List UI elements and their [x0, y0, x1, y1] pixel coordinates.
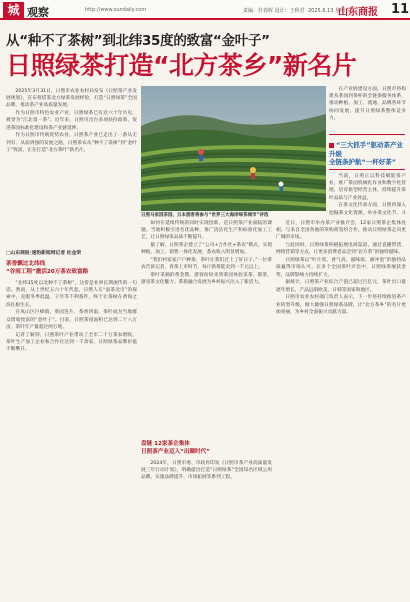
- paragraph: 据统计，日照茶产业综合产值已超过百亿元，茶叶出口量逐年增长，产品远销欧美、日韩等国家和地区。: [276, 280, 406, 293]
- masthead-url[interactable]: http://www.sundaily.com: [85, 7, 147, 13]
- section-logo: 城: [3, 2, 24, 18]
- paragraph: 作为日照市特色农业产业，日照绿茶已有近六十年历史，被誉为“江北第一茶”。近年来，日照市出台多项扶持政策，促进茶园标准化建设和茶产业链延伸。: [6, 111, 137, 131]
- page-number: 11: [391, 2, 410, 17]
- paragraph: 作为日照市传统优势农业，日照茶产业已走出了一条从无到有、从弱到强的发展之路，日照茶农从“种不了茶树”到“金叶子”致富，正在打造“北方茶叶”新名片。: [6, 133, 137, 153]
- square-bullet-icon: [329, 143, 334, 148]
- subhead-2-line-2: 日照茶产业迈入“出圈时代”: [141, 448, 210, 455]
- pull-quote-line-1: “三大抓手”驱动茶产业升级: [329, 141, 404, 158]
- paragraph: 日照绿茶以“叶片厚、香气高、滋味浓、耐冲泡”的独特品质赢得市场认可。在多个全国茶叶评比中，日照绿茶屡获金奖，品牌影响力持续扩大。: [276, 258, 406, 278]
- section-title: 观察: [27, 6, 49, 19]
- paragraph: 如何在延续传统的同时实现创新，是日照茶产业面临的课题。当地积极引进名优品种，推广清洁化生产和标准化加工工艺，让日照绿茶品质不断提升。: [141, 221, 272, 241]
- article-column-2b: [141, 460, 272, 598]
- paragraph: 在岚山区巨峰镇，茶园连片、茶香四溢，茶叶成为当地群众增收致富的“金叶子”。目前，日照茶园面积已达到二十八万亩，茶叶年产量超过两万吨。: [6, 310, 137, 330]
- tea-garden-photo-illustration: [141, 86, 326, 211]
- subhead-1-line-2: “谷雨工程”激活20万茶农致富路: [6, 268, 89, 275]
- paragraph: 日照市农业农村部门负责人表示，下一步将持续推进茶产业转型升级，做大做强日照绿茶品牌，让“北方茶乡”的名片更加亮丽，为乡村全面振兴贡献力量。: [276, 295, 406, 315]
- article-column-4b: [329, 173, 406, 217]
- article-headline: 日照绿茶打造“北方茶乡”新名片: [6, 51, 357, 80]
- article-column-3: [276, 220, 406, 598]
- paragraph: 2024年，日照市委、市政府印发《日照市茶产业高质量发展三年行动计划》，明确提出打造“日照绿茶”全国知名区域公用品牌，实施品牌提升、市场拓展等系列工程。: [141, 461, 272, 481]
- newspaper-name: 山东商报: [338, 7, 378, 18]
- pull-quote: [329, 134, 405, 170]
- subhead-2: [141, 441, 276, 456]
- article-column-1b: [6, 280, 137, 598]
- subhead-2-line-1: 盘链 12家茶企集体: [141, 441, 190, 447]
- paragraph: 近日，日照市举办茶产业推介会，12家日照茶企集体亮相，与来自全国各地的采购商签约合作，推动日照绿茶走向更广阔的市场。: [276, 221, 406, 241]
- masthead: [0, 0, 410, 20]
- paragraph: 记者了解到，日照茶叶产业带动了全市二十万茶农增收，茶叶生产加工企业和合作社达到一千余家，日照绿茶品牌价值不断攀升。: [6, 332, 137, 353]
- issue-date: 2025.6.13 星期五: [308, 8, 351, 14]
- tea-garden-photo: [141, 86, 326, 211]
- paragraph: 据了解，日照茶企建立了“公司+合作社+茶农”模式，实现种植、加工、销售一体化发展，茶农收入明显增加。: [141, 243, 272, 256]
- paragraph: 与此同时，日照绿茶积极拓展电商渠道，通过直播带货、网络营销等方式，让更多消费者品尝到“北方茶”的独特滋味。: [276, 243, 406, 256]
- byline: □山东商报·速豹新闻网记者 杜金荣: [6, 251, 82, 256]
- editor-credits: 责编：杜春晖 设计：王秋君: [243, 8, 305, 14]
- article-column-2: [141, 220, 272, 438]
- article-column-1: [6, 88, 137, 246]
- paragraph: 茶叶采摘的黄金期，游客纷纷来到茶园体验采茶、制茶，感受茶文化魅力。茶旅融合发展为乡村振兴注入了新活力。: [141, 273, 272, 286]
- photo-caption: 日照马家园茶园，日本游客将参与“世界三大海岸绿茶城市”评选: [141, 213, 269, 218]
- paragraph: 2025年3月31日，日照市农业农村局发布《日照茶产业发展规划》，宣布将借鉴北方绿茶发展经验，打造“日照绿茶”全国品牌，推动茶产业高质量发展。: [6, 89, 137, 109]
- pull-quote-line-2: 全链条护航“一杯好茶”: [329, 158, 397, 166]
- article-column-4: [329, 86, 406, 132]
- paragraph: 在茶文化传承方面，日照将深入挖掘茶文化资源，举办茶文化节、斗: [329, 203, 406, 216]
- paragraph: “我们村家家户户种茶，茶叶让我们过上了好日子。”一位茶农告诉记者，春茶上市时节，每斤新茶能卖到一千元以上。: [141, 258, 272, 271]
- paragraph: 在产业链建设方面，日照市将构建从茶园到茶杯的全链条服务体系，推动种植、加工、流通、品牌各环节协同发展，提升日照绿茶整体竞争力。: [329, 87, 406, 121]
- subhead-1-line-1: 茶香飘过北纬线: [6, 261, 46, 267]
- paragraph: “北纬35度以北种不了茶树”，这曾是业界长期流传的一句话。然而，从上世纪五六十年代起，日照人在“南茶北引”的探索中，克服冬季低温、干旱等不利条件，终于让茶树在黄海之滨扎根生长。: [6, 281, 137, 308]
- article-kicker: 从“种不了茶树”到北纬35度的致富“金叶子”: [6, 33, 270, 49]
- subhead-1: [6, 261, 141, 276]
- pull-quote-text: [329, 135, 405, 167]
- paragraph: 当前，日照正以科技赋能茶产业，推广茶园机械化作业和数字化管理，培育新型经营主体，持续提升茶叶品质与产业效益。: [329, 174, 406, 201]
